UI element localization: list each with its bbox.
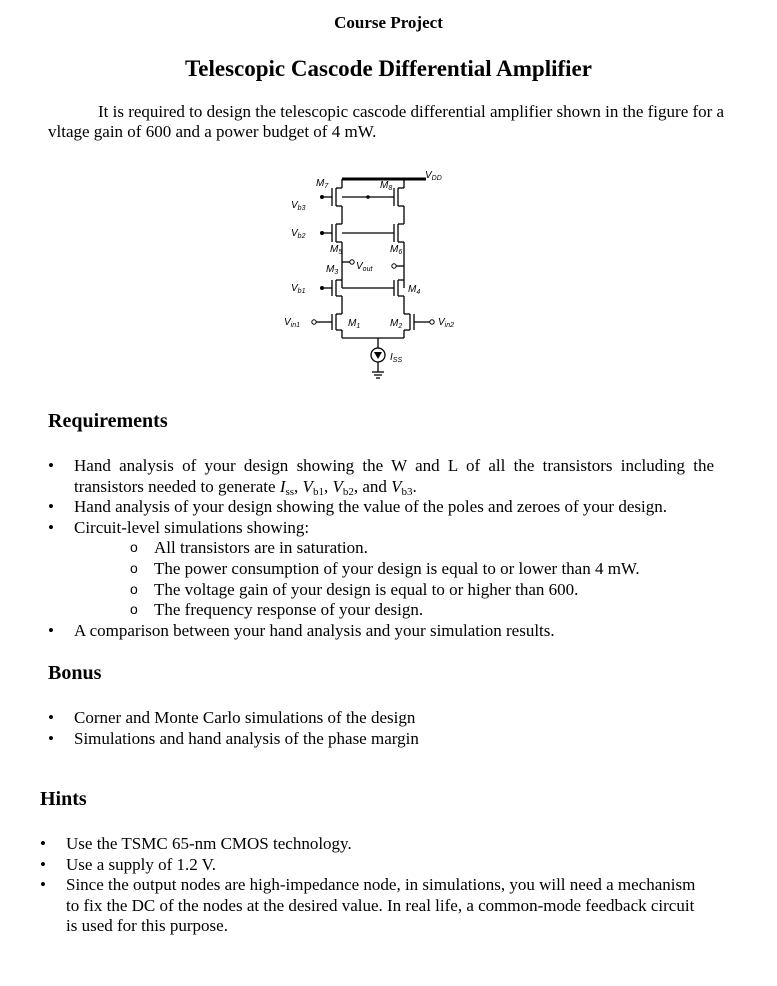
m5-label: $M_5$ (330, 244, 343, 256)
course-label: Course Project (334, 13, 443, 32)
list-item: • Use the TSMC 65-nm CMOS technology. (40, 834, 708, 855)
m4-label: $M_4$ (408, 284, 421, 296)
circuit-diagram (278, 166, 488, 396)
m8-label: $M_8$ (380, 180, 393, 192)
page-title: Telescopic Cascode Differential Amplifier (185, 56, 592, 81)
list-item: • Use a supply of 1.2 V. (40, 855, 708, 876)
m1-label: $M_1$ (348, 318, 361, 330)
list-item: • Corner and Monte Carlo simulations of the design (48, 708, 708, 729)
bonus-list (48, 708, 708, 749)
list-item: • A comparison between your hand analysis and your simulation results. (48, 621, 714, 642)
m2-label: $M_2$ (390, 318, 403, 330)
vout-label: $V_{out}$ (356, 261, 373, 273)
sub-list-item: o All transistors are in saturation. (130, 538, 714, 559)
requirements-list (48, 456, 714, 641)
vb3-label: $V_{b3}$ (291, 200, 306, 212)
sub-list (74, 538, 714, 620)
vin2-label: $V_{in2}$ (438, 317, 455, 329)
hints-heading: Hints (40, 788, 87, 810)
bonus-heading: Bonus (48, 662, 102, 684)
m7-label: $M_7$ (316, 178, 329, 190)
hints-list (40, 834, 708, 937)
intro-paragraph: It is required to design the telescopic cascode differential amplifier shown in the figure for a vltage gain of 600 and a power budget of 4 mW. (48, 102, 725, 141)
vb2-label: $V_{b2}$ (291, 228, 306, 240)
sub-list-item: o The voltage gain of your design is equal to or higher than 600. (130, 580, 714, 601)
vin1-label: $V_{in1}$ (284, 317, 301, 329)
vdd-label: $V_{DD}$ (425, 170, 442, 182)
list-item: • Hand analysis of your design showing the value of the poles and zeroes of your design. (48, 497, 714, 518)
requirements-heading: Requirements (48, 410, 168, 432)
list-item: • Simulations and hand analysis of the phase margin (48, 729, 708, 750)
m3-label: $M_3$ (326, 264, 339, 276)
sub-list-item: o The frequency response of your design. (130, 600, 714, 621)
list-item: • Hand analysis of your design showing the W and L of all the transistors including the transistors needed to generate $I_{ss}$, $V_{b1}$, $V_{b2}$, and $V_{b3}$. (48, 456, 714, 497)
sub-list-item: o The power consumption of your design is equal to or lower than 4 mW. (130, 559, 714, 580)
m6-label: $M_6$ (390, 244, 403, 256)
iss-label: $I_{SS}$ (390, 352, 403, 364)
vb1-label: $V_{b1}$ (291, 283, 306, 295)
list-item: • Circuit-level simulations showing: o All transistors are in saturation. o The power consumption of your design is equal to or lower than 4 mW. o The voltage gain of your design is equal to or higher than 600. o The frequency response of your design. (48, 518, 714, 621)
list-item: • Since the output nodes are high-impedance node, in simulations, you will need a mechanism to fix the DC of the nodes at the desired value. In real life, a common-mode feedback circuit is used for this purpose. (40, 875, 708, 937)
